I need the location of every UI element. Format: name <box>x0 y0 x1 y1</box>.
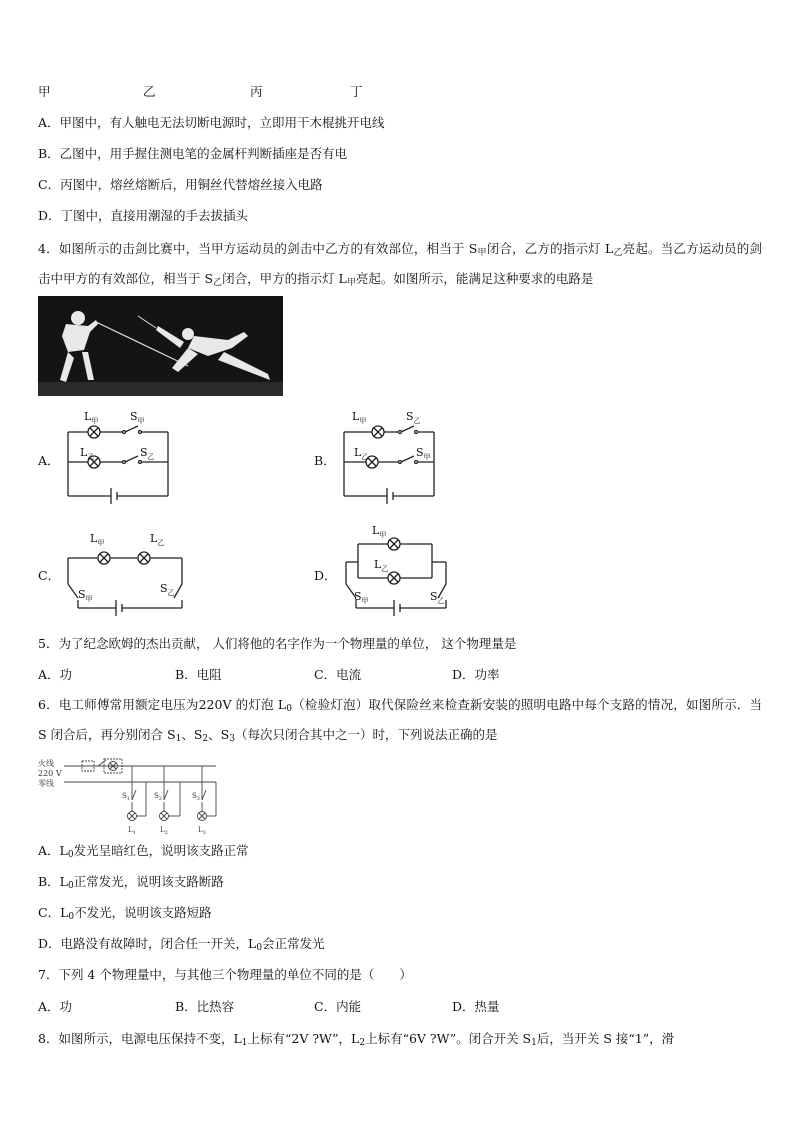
svg-text:S甲: $S_甲$ <box>130 410 145 425</box>
svg-text:L甲: $L_甲$ <box>352 410 367 425</box>
q6-circuit-figure <box>36 756 220 834</box>
svg-text:L2: $L_2$ <box>160 826 168 834</box>
svg-text:L3: $L_3$ <box>198 826 206 834</box>
svg-text:S3: $S_3$ <box>192 792 200 802</box>
figure-label-jia: 甲 <box>38 84 51 99</box>
q4-option-a-label: A． <box>38 453 60 468</box>
q4-option-c-label: C． <box>38 568 61 583</box>
q7-stem: 7．下列 4 个物理量中，与其他三个物理量的单位不同的是（ ） <box>38 967 412 982</box>
q6-stem: 6．电工师傅常用额定电压为220V 的灯泡 $L_0$（检验灯泡）取代保险丝来检查新安装的照明电路中每个支路的情况，如图所示．当 S 闭合后，再分别闭合 $S_1$、$S_2$、$S_3$（每次只闭合其中之一）时，下列说法正确的是 <box>38 697 762 744</box>
svg-text:S甲: $S_甲$ <box>78 588 93 603</box>
q3-option-a: A．甲图中，有人触电无法切断电源时，立即用干木棍挑开电线 <box>38 115 385 130</box>
svg-text:L甲: $L_甲$ <box>372 524 387 539</box>
circuit-a <box>58 404 188 504</box>
svg-text:S乙: $S_乙$ <box>406 410 421 425</box>
q5-stem: 5．为了纪念欧姆的杰出贡献， 人们将他的名字作为一个物理量的单位， 这个物理量是 <box>38 636 517 651</box>
live-wire-label: 火线 <box>38 759 54 768</box>
svg-text:S甲: $S_甲$ <box>354 590 369 605</box>
q3-option-b: B．乙图中，用手握住测电笔的金属杆判断插座是否有电 <box>38 146 348 161</box>
q5-option-d: D．功率 <box>452 667 500 682</box>
svg-text:S乙: $S_乙$ <box>430 590 445 605</box>
q6-option-b: B．$L_0$正常发光，说明该支路断路 <box>38 874 224 891</box>
q4-stem: 4．如图所示的击剑比赛中，当甲方运动员的剑击中乙方的有效部位，相当于 $S_甲$闭合，乙方的指示灯 $L_乙$亮起。当乙方运动员的剑击中甲方的有效部位，相当于 $S_乙$闭合，甲方的指示灯 $L_甲$亮起。如图所示，能满足这种要求的电路是 <box>38 241 762 288</box>
q5-option-b: B．电阻 <box>175 667 222 682</box>
q8-stem: 8．如图所示，电源电压保持不变，$L_1$上标有“2V ?W”，$L_2$上标有“6V ?W”。闭合开关 $S_1$后，当开关 S 接“1”，滑 <box>38 1031 675 1048</box>
circuit-d <box>334 522 474 622</box>
circuit-c <box>58 522 198 622</box>
svg-text:L乙: $L_乙$ <box>374 558 389 573</box>
svg-text:L乙: $L_乙$ <box>150 532 165 547</box>
q4-option-d-label: D． <box>314 568 337 583</box>
q7-option-d: D．热量 <box>452 999 500 1014</box>
svg-text:S乙: $S_乙$ <box>140 446 155 461</box>
q6-option-d: D．电路没有故障时，闭合任一开关，$L_0$会正常发光 <box>38 936 325 953</box>
figure-label-bing: 丙 <box>250 84 263 99</box>
q4-option-b-label: B． <box>314 453 336 468</box>
q5-option-c: C．电流 <box>314 667 362 682</box>
q7-option-a: A．功 <box>38 999 73 1014</box>
figure-label-ding: 丁 <box>350 84 363 99</box>
svg-text:L乙: $L_乙$ <box>80 446 95 461</box>
neutral-wire-label: 零线 <box>38 779 54 788</box>
q6-option-c: C．$L_0$不发光，说明该支路短路 <box>38 905 212 922</box>
svg-text:S2: $S_2$ <box>154 792 162 802</box>
svg-text:L甲: $L_甲$ <box>90 532 105 547</box>
voltage-label: 220 V <box>38 769 62 778</box>
svg-text:L乙: $L_乙$ <box>354 446 369 461</box>
q7-option-c: C．内能 <box>314 999 362 1014</box>
q5-option-a: A．功 <box>38 667 73 682</box>
svg-text:S乙: $S_乙$ <box>160 582 175 597</box>
svg-text:S1: $S_1$ <box>122 792 130 802</box>
q7-option-b: B．比热容 <box>175 999 235 1014</box>
svg-text:L甲: $L_甲$ <box>84 410 99 425</box>
q6-option-a: A．$L_0$发光呈暗红色，说明该支路正常 <box>38 843 249 860</box>
q3-option-c: C．丙图中，熔丝熔断后，用铜丝代替熔丝接入电路 <box>38 177 323 192</box>
fencing-photo <box>38 296 283 396</box>
circuit-b <box>334 404 464 504</box>
svg-text:S甲: $S_甲$ <box>416 446 431 461</box>
figure-label-yi: 乙 <box>143 84 156 99</box>
svg-text:L1: $L_1$ <box>128 826 136 834</box>
q3-option-d: D．丁图中，直接用潮湿的手去拔插头 <box>38 208 249 223</box>
